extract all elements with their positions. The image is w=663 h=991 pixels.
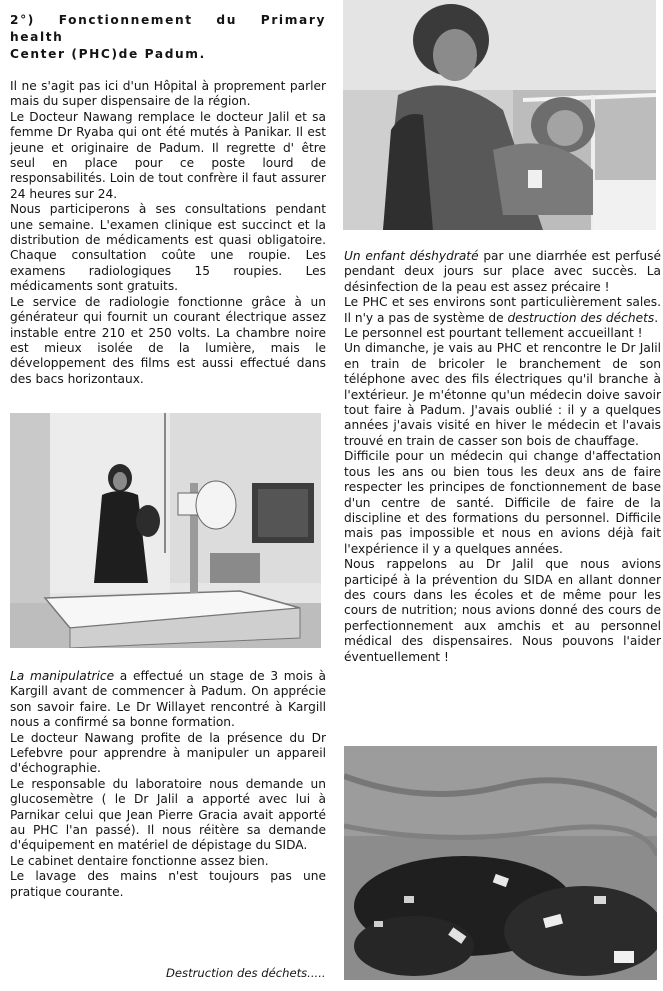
paragraph-child [344, 249, 661, 295]
paragraph-handwashing: Le lavage des mains n'est toujours pas une pratique courante. [10, 869, 326, 899]
paragraph-child-text: par une diarrhée est perfusé pendant deux jours sur place avec succès. La désinfection de la peau est assez précaire ! [344, 249, 662, 294]
caption-manipulatrice: La manipulatrice [10, 669, 115, 683]
waste-photo [344, 746, 657, 980]
left-column-top [10, 12, 326, 387]
paragraph-doctor: Le Docteur Nawang remplace le docteur Jalil et sa femme Dr Ryaba qui ont été mutés à Panikar. Il est jeune et originaire de Padum. Il regrette d' être seul en place pour ce poste lourd de responsabilités. Loin de tout confrère il faut assurer 24 heures sur 24. [10, 109, 326, 201]
xray-room-photo [10, 413, 321, 648]
paragraph-sunday: Un dimanche, je vais au PHC et rencontre le Dr Jalil en train de bricoler le branchement de son téléphone avec des fils électriques qu'il branche à l'extérieur. Je m'étonne qu'un médecin doive savoir tout faire à Padum. J'avais oublié : il y a quelques années j'avais visité en hiver le médecin et l'avais trouvé en train de casser son bois de chauffage. [344, 341, 661, 448]
paragraph-dirty-end: . [654, 310, 659, 325]
paragraph-dirty-italic: destruction des déchets [507, 310, 655, 325]
caption-child: Un enfant déshydraté [344, 249, 479, 263]
paragraph-intro: Il ne s'agit pas ici d'un Hôpital à proprement parler mais du super dispensaire de la région. [10, 79, 326, 109]
left-column-bottom [10, 669, 326, 900]
paragraph-echography: Le docteur Nawang profite de la présence du Dr Lefebvre pour apprendre à manipuler un appareil d'échographie. [10, 730, 326, 776]
paragraph-dirty [344, 295, 661, 326]
caption-destruction: Destruction des déchets..... [166, 966, 326, 980]
right-column [344, 249, 661, 665]
paragraph-radiology: Le service de radiologie fonctionne grâce à un générateur qui fournit un courant électrique assez instable entre 210 et 250 volts. La chambre noire est mieux isolée de la lumière, mais le développement des films est aussi effectué dans des bacs horizontaux. [10, 294, 326, 386]
title-line-2: Center (PHC)de Padum. [10, 47, 206, 61]
title-line-1: 2°) Fonctionnement du Primary health [10, 13, 326, 44]
paragraph-manipulatrice-text: a effectué un stage de 3 mois à Kargill avant de commencer à Padum. On apprécie son savoir faire. Le Dr Willayet rencontré à Kargill nous a confirmé sa bonne formation. [10, 669, 326, 730]
paragraph-difficult: Difficile pour un médecin qui change d'affectation tous les ans ou bien tous les deux ans de faire respecter les principes de fonctionnement de base d'un centre de santé. Difficile de faire de la discipline et des formations du personnel. Difficile mais pas impossible et nous en avions déjà fait l'expérience il y a quelques années. [344, 449, 661, 556]
paragraph-dental: Le cabinet dentaire fonctionne assez bien. [10, 853, 269, 868]
paragraph-laboratory: Le responsable du laboratoire nous demande un glucosemètre ( le Dr Jalil a apporté avec lui à Parnikar celui que Jean Pierre Gracia avait apporté au PHC l'an passé). Il nous réitère sa demande d'équipement en matériel de dépistage du SIDA. [10, 776, 326, 853]
section-title [10, 12, 326, 63]
paragraph-dirty-start: Le PHC et ses environs sont particulièrement sales. Il n'y a pas de système de [344, 295, 661, 325]
paragraph-welcoming: Le personnel est pourtant tellement accueillant ! [344, 326, 643, 341]
paragraph-consultations: Nous participerons à ses consultations pendant une semaine. L'examen clinique est succinct et la distribution de médicaments est quasi obligatoire. Chaque consultation coûte une roupie. Les examens radiologiques 15 roupies. Les médicaments sont gratuits. [10, 202, 326, 294]
mother-child-photo [343, 0, 656, 230]
paragraph-prevention: Nous rappelons au Dr Jalil que nous avions participé à la prévention du SIDA en allant donner des cours dans les écoles et de même pour les cours de nutrition; nous avions donné des cours de perfectionnement aux amchis et au personnel médical des dispensaires. Nous pouvons l'aider éventuellement ! [344, 557, 661, 664]
paragraph-manipulatrice [10, 669, 326, 731]
